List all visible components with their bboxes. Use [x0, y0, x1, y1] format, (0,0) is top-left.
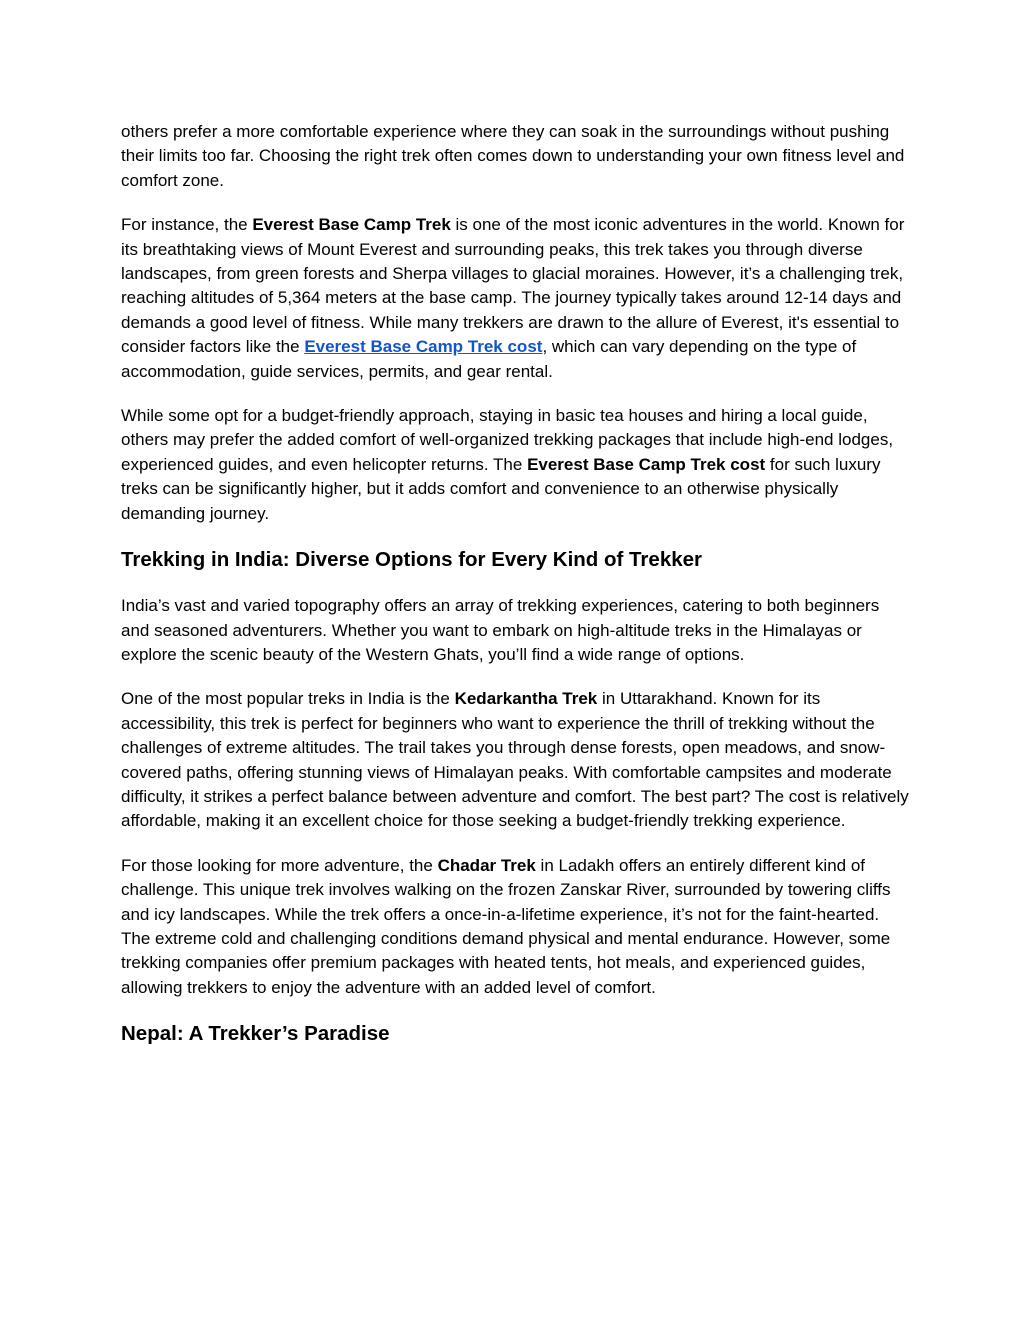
bold-everest-base-camp-trek-cost: Everest Base Camp Trek cost — [527, 454, 766, 474]
bold-kedarkantha-trek: Kedarkantha Trek — [454, 689, 598, 709]
paragraph-text: in Ladakh offers an entirely different kind of challenge. This unique trek involves walking on the frozen Zanskar River, surrounded by towering cliffs and icy landscapes. While the trek offers a once-in-a-lifetime experience, it’s not for the faint-hearted. The extreme cold and challenging conditions demand physical and mental endurance. However, some trekking companies offer premium packages with heated tents, hot meals, and experienced guides, allowing trekkers to enjoy the adventure with an added level of comfort. — [121, 855, 891, 997]
paragraph-india-topography — [121, 594, 911, 667]
paragraph-text: in Uttarakhand. Known for its accessibility, this trek is perfect for beginners who want to experience the thrill of trekking without the challenges of extreme altitudes. The trail takes you through dense forests, open meadows, and snow-covered paths, offering stunning views of Himalayan peaks. With comfortable campsites and moderate difficulty, it strikes a perfect balance between adventure and comfort. The best part? The cost is relatively affordable, making it an excellent choice for those seeking a budget-friendly trekking experience. — [121, 689, 909, 831]
paragraph-text: For those looking for more adventure, the — [121, 855, 438, 875]
paragraph-luxury-treks — [121, 404, 911, 526]
paragraph-text: others prefer a more comfortable experience where they can soak in the surroundings without pushing their limits too far. Choosing the right trek often comes down to understanding your own fitness level and comfort zone. — [121, 122, 905, 190]
paragraph-chadar — [121, 854, 911, 1000]
heading-trekking-in-india: Trekking in India: Diverse Options for Every Kind of Trekker — [121, 548, 702, 572]
bold-everest-base-camp-trek: Everest Base Camp Trek — [252, 215, 451, 235]
paragraph-text: While some opt for a budget-friendly approach, staying in basic tea houses and hiring a local guide, others may prefer the added comfort of well-organized trekking packages that include high-end lodges, experienced guides, and even helicopter returns. The — [121, 406, 894, 474]
paragraph-text: is one of the most iconic adventures in the world. Known for its breathtaking views of Mount Everest and surrounding peaks, this trek takes you through diverse landscapes, from green forests and Sherpa villages to glacial moraines. However, it’s a challenging trek, reaching altitudes of 5,364 meters at the base camp. The journey typically takes around 12-14 days and demands a good level of fitness. While many trekkers are drawn to the allure of Everest, it's essential to consider factors like the — [121, 215, 905, 357]
paragraph-text: For instance, the — [121, 215, 253, 235]
paragraph-text: India’s vast and varied topography offers an array of trekking experiences, catering to both beginners and seasoned adventurers. Whether you want to embark on high-altitude treks in the Himalayas or explore the scenic beauty of the Western Ghats, you’ll find a wide range of options. — [121, 596, 880, 664]
paragraph-text: , which can vary depending on the type of accommodation, guide services, permits, and gear rental. — [121, 337, 857, 381]
document-page — [121, 120, 911, 1068]
paragraph-kedarkantha — [121, 687, 911, 833]
paragraph-text: One of the most popular treks in India is the — [121, 689, 455, 709]
paragraph-text: for such luxury treks can be significantly higher, but it adds comfort and convenience to an otherwise physically demanding journey. — [121, 454, 881, 523]
paragraph-everest-base-camp — [121, 213, 911, 384]
everest-base-camp-trek-cost-link[interactable]: Everest Base Camp Trek cost — [304, 337, 543, 357]
bold-chadar-trek: Chadar Trek — [437, 855, 536, 875]
paragraph-intro-continued — [121, 120, 911, 193]
heading-nepal: Nepal: A Trekker’s Paradise — [121, 1022, 390, 1046]
